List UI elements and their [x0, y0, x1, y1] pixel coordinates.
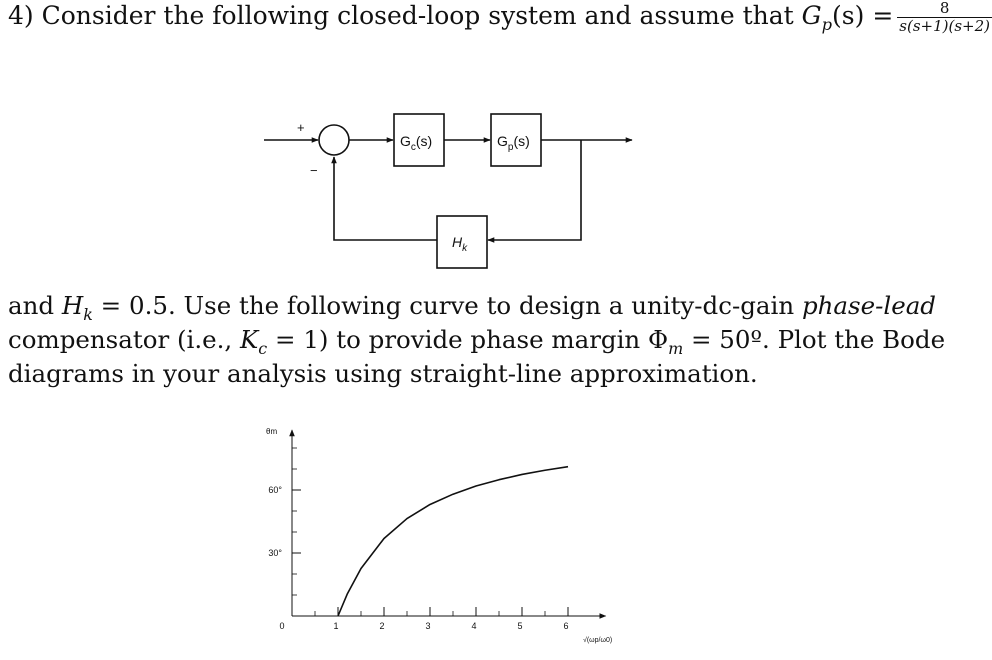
gp-symbol: G — [801, 1, 822, 30]
y-axis-label: θm — [266, 427, 278, 436]
block-diagram — [0, 0, 932, 290]
problem-intro: 4) Consider the following closed-loop system and assume that — [8, 1, 802, 30]
hk-subscript: k — [83, 304, 93, 324]
x-tick-label: 5 — [517, 621, 523, 631]
phase-lead-curve-chart — [250, 420, 630, 656]
problem-line-3 — [8, 325, 945, 358]
x-axis-label: √(ωp/ω0) — [583, 637, 613, 644]
x-tick-label: 2 — [379, 621, 385, 631]
problem-line-2 — [8, 291, 936, 324]
problem-line-4 — [8, 359, 758, 388]
x-tick-label: 6 — [563, 621, 569, 631]
phi-subscript: m — [668, 338, 684, 358]
summing-junction — [319, 125, 349, 155]
gp-numerator: 8 — [897, 0, 992, 18]
kc-symbol: K — [239, 325, 259, 354]
line4-text: diagrams in your analysis using straight-line approximation. — [8, 359, 758, 388]
x-tick-label: 3 — [425, 621, 431, 631]
line2-post: = 0.5. Use the following curve to design a unity-dc-gain — [92, 291, 802, 320]
gp-subscript: p — [821, 15, 833, 34]
x-tick-label: 4 — [471, 621, 477, 631]
y-tick-label: 60° — [268, 485, 282, 495]
phase-lead-emphasis: phase-lead — [801, 291, 936, 320]
phase-margin-curve — [338, 467, 568, 616]
line3-pre: compensator (i.e., — [8, 325, 240, 354]
plant-label: $G_p(s)$ — [497, 133, 530, 153]
line3-mid: = 1) to provide phase margin Φ — [267, 325, 669, 354]
line3-post: = 50º. Plot the Bode — [683, 325, 946, 354]
feedback-return-line — [334, 157, 437, 240]
x-tick-label: 1 — [333, 621, 339, 631]
line2-pre: and — [8, 291, 62, 320]
sum-minus-sign: − — [310, 163, 318, 178]
feedback-takeoff-line — [488, 140, 581, 240]
controller-label: $G_c(s)$ — [400, 133, 433, 153]
x-tick-label: 0 — [279, 621, 285, 631]
sum-plus-sign: + — [297, 120, 305, 135]
hk-symbol: H — [61, 291, 84, 320]
kc-subscript: c — [258, 338, 268, 358]
gp-argument: (s) = — [832, 1, 894, 30]
y-tick-label: 30° — [268, 548, 282, 558]
feedback-label: $H_k$ — [452, 234, 468, 254]
gp-denominator: s(s+1)(s+2) — [899, 17, 991, 35]
